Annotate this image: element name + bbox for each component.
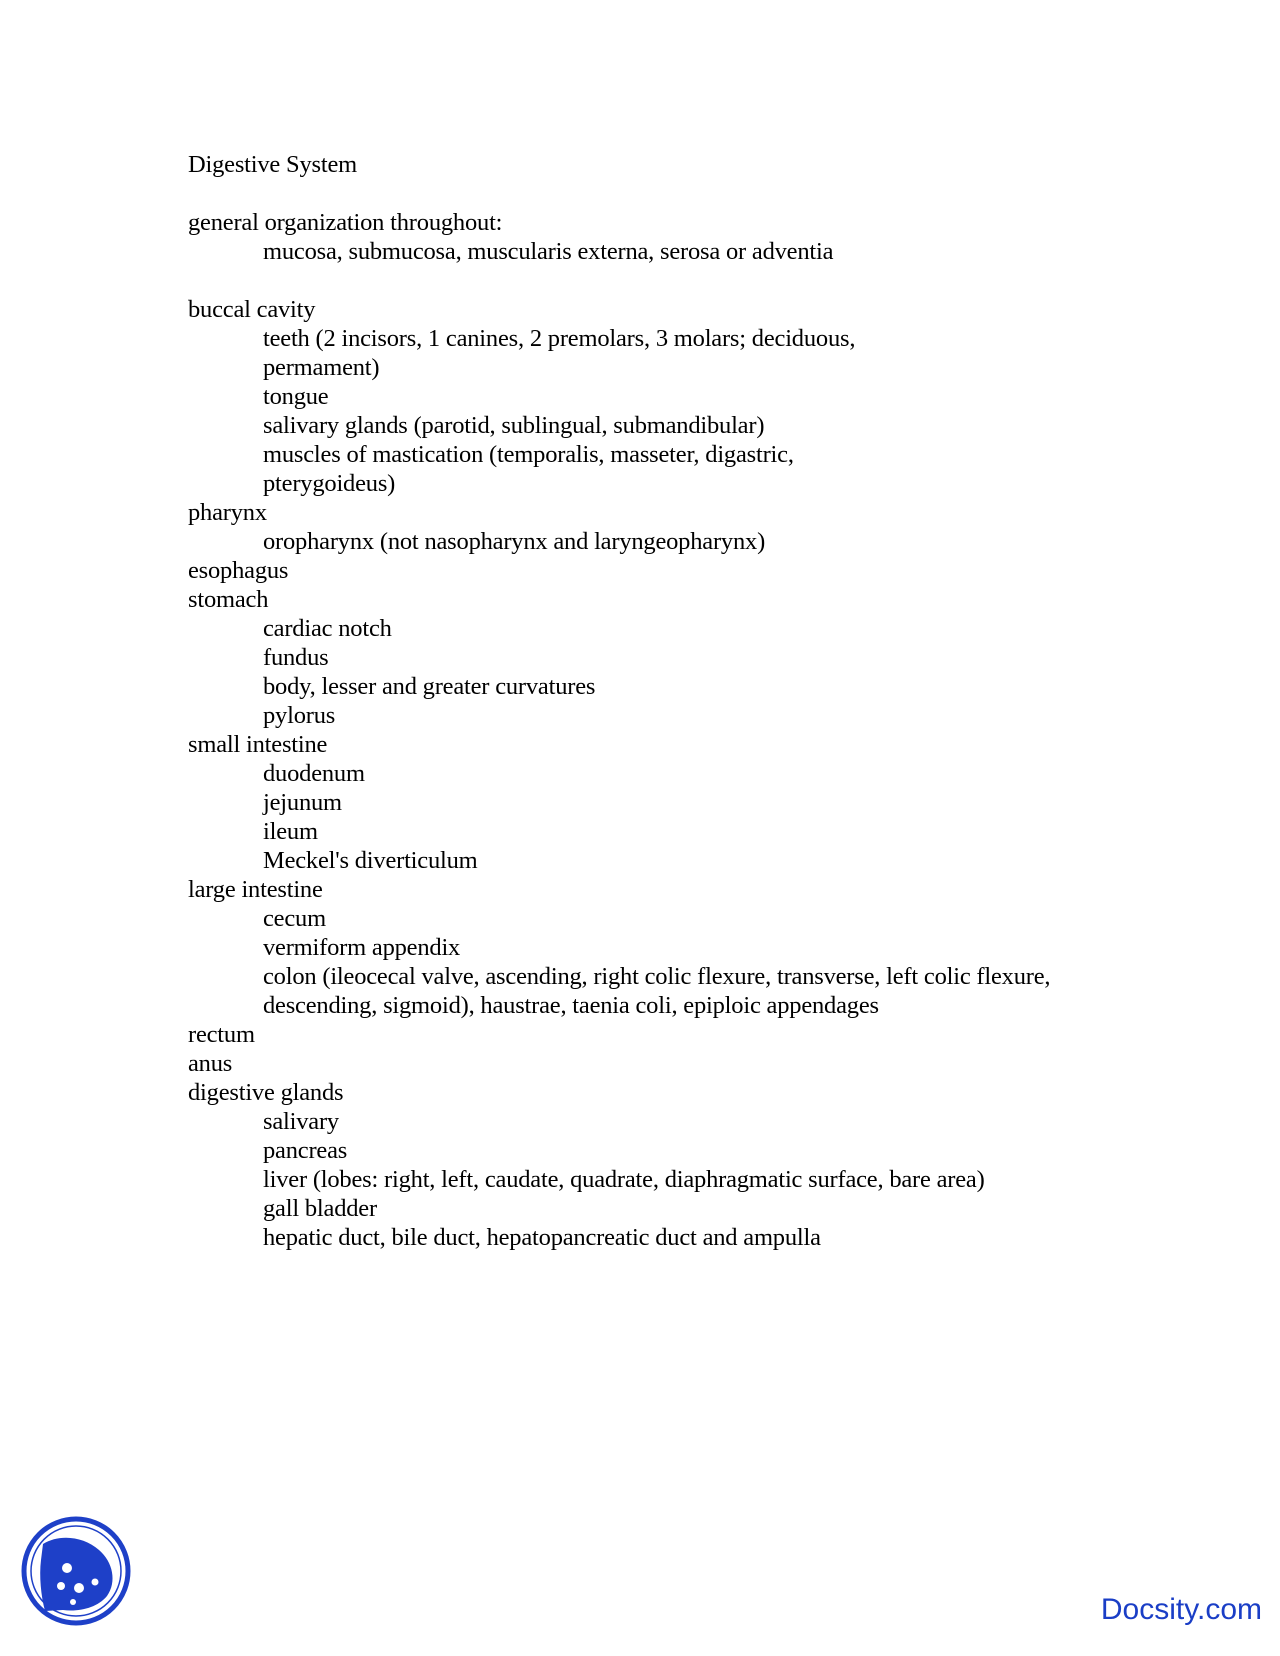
section-item: Meckel's diverticulum <box>263 847 478 874</box>
section-item: vermiform appendix <box>263 934 461 961</box>
section-item: duodenum <box>263 760 365 787</box>
section-item: hepatic duct, bile duct, hepatopancreatic duct and ampulla <box>263 1224 821 1251</box>
section-item: pancreas <box>263 1137 348 1164</box>
section-item: jejunum <box>263 789 342 816</box>
section-item: body, lesser and greater curvatures <box>263 673 596 700</box>
section-item: cecum <box>263 905 326 932</box>
section-heading: pharynx <box>188 499 267 526</box>
section-item: muscles of mastication (temporalis, masseter, digastric, <box>263 441 794 468</box>
section-item: teeth (2 incisors, 1 canines, 2 premolars, 3 molars; deciduous, <box>263 325 856 352</box>
section-item: ileum <box>263 818 318 845</box>
section-heading: rectum <box>188 1021 255 1048</box>
section-item: liver (lobes: right, left, caudate, quadrate, diaphragmatic surface, bare area) <box>263 1166 985 1193</box>
section-item: cardiac notch <box>263 615 392 642</box>
section-item: pylorus <box>263 702 336 729</box>
section-item: pterygoideus) <box>263 470 396 497</box>
section-item: gall bladder <box>263 1195 377 1222</box>
section-heading: large intestine <box>188 876 323 903</box>
section-item: salivary glands (parotid, sublingual, submandibular) <box>263 412 765 439</box>
section-item: salivary <box>263 1108 339 1135</box>
section-heading: small intestine <box>188 731 328 758</box>
section-heading: general organization throughout: <box>188 209 503 236</box>
section-heading: buccal cavity <box>188 296 316 323</box>
docsity-logo-icon <box>21 1516 131 1626</box>
section-item: mucosa, submucosa, muscularis externa, serosa or adventia <box>263 238 834 265</box>
section-heading: anus <box>188 1050 233 1077</box>
section-heading: esophagus <box>188 557 289 584</box>
section-item: colon (ileocecal valve, ascending, right colic flexure, transverse, left colic flexure, <box>263 963 1051 990</box>
section-item: oropharynx (not nasopharynx and laryngeopharynx) <box>263 528 766 555</box>
section-heading: stomach <box>188 586 269 613</box>
section-item: descending, sigmoid), haustrae, taenia coli, epiploic appendages <box>263 992 879 1019</box>
document-title: Digestive System <box>188 151 357 178</box>
section-item: tongue <box>263 383 329 410</box>
section-item: permament) <box>263 354 380 381</box>
docsity-brand-link[interactable]: Docsity.com <box>1100 1593 1262 1626</box>
section-heading: digestive glands <box>188 1079 344 1106</box>
section-item: fundus <box>263 644 329 671</box>
